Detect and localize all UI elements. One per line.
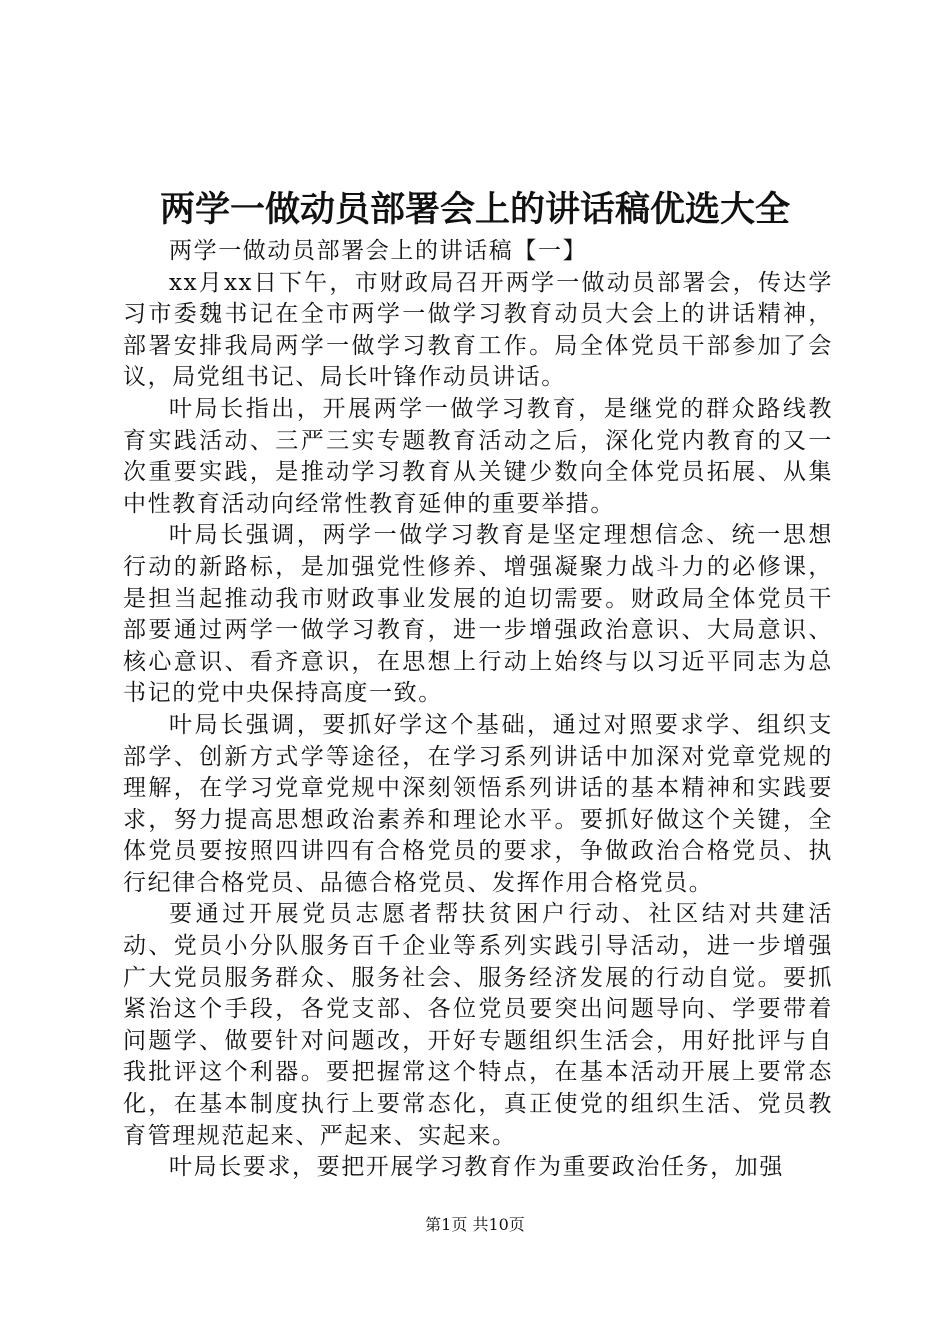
section-subheading: 两学一做动员部署会上的讲话稿【一】 xyxy=(169,238,588,264)
paragraph: 要通过开展党员志愿者帮扶贫困户行动、社区结对共建活动、党员小分队服务百千企业等系列实践引导活动，进一步增强广大党员服务群众、服务社会、服务经济发展的行动自觉。要抓紧治这个手段，各党支部、各位党员要突出问题导向、学要带着问题学、做要针对问题改，开好专题组织生活会，用好批评与自我批评这个利器。要把握常这个特点，在基本活动开展上要常态化，在基本制度执行上要常态化，真正使党的组织生活、党员教育管理规范起来、严起来、实起来。 xyxy=(123,901,833,1149)
paragraph: 叶局长指出，开展两学一做学习教育，是继党的群众路线教育实践活动、三严三实专题教育活动之后，深化党内教育的又一次重要实践，是推动学习教育从关键少数向全体党员拓展、从集中性教育活动向经常性教育延伸的重要举措。 xyxy=(123,395,833,517)
paragraph: 叶局长强调，两学一做学习教育是坚定理想信念、统一思想行动的新路标，是加强党性修养、增强凝聚力战斗力的必修课，是担当起推动我市财政事业发展的迫切需要。财政局全体党员干部要通过两学一做学习教育，进一步增强政治意识、大局意识、核心意识、看齐意识，在思想上行动上始终与以习近平同志为总书记的党中央保持高度一致。 xyxy=(123,522,833,707)
document-title: 两学一做动员部署会上的讲话稿优选大全 xyxy=(159,189,790,230)
paragraph: xx月xx日下午，市财政局召开两学一做动员部署会，传达学习市委魏书记在全市两学一做学习教育动员大会上的讲话精神，部署安排我局两学一做学习教育工作。局全体党员干部参加了会议，局党组书记、局长叶锋作动员讲话。 xyxy=(123,269,833,391)
page-number-footer: 第1页 共10页 xyxy=(425,1215,525,1234)
paragraph: 叶局长强调，要抓好学这个基础，通过对照要求学、组织支部学、创新方式学等途径，在学习系列讲话中加深对党章党规的理解，在学习党章党规中深刻领悟系列讲话的基本精神和实践要求，努力提高思想政治素养和理论水平。要抓好做这个关键，全体党员要按照四讲四有合格党员的要求，争做政治合格党员、执行纪律合格党员、品德合格党员、发挥作用合格党员。 xyxy=(123,711,833,896)
paragraph: 叶局长要求，要把开展学习教育作为重要政治任务，加强 xyxy=(169,1154,784,1181)
document-body xyxy=(123,236,833,1184)
